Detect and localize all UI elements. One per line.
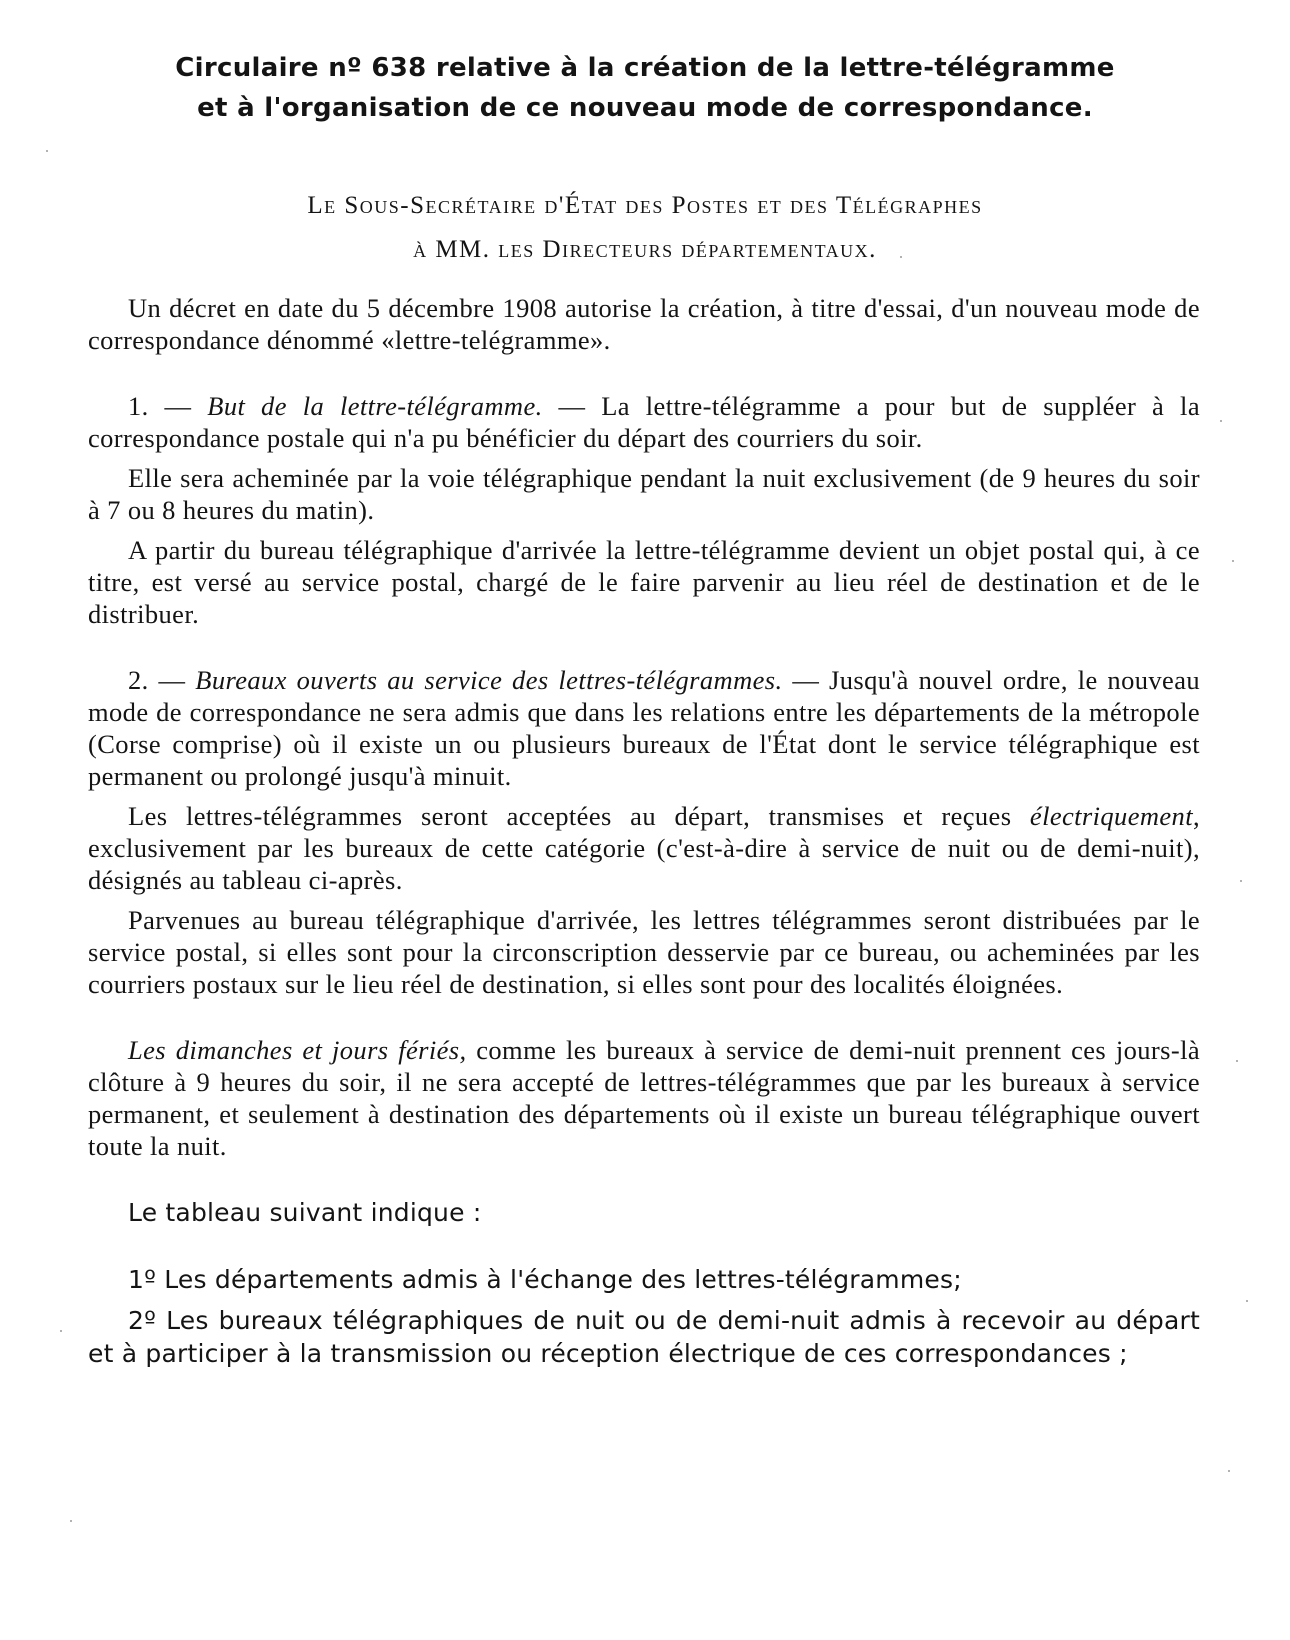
section-1-paragraph-3: A partir du bureau télégraphique d'arrivée la lettre-télégramme devient un objet postal qui, à ce titre, est versé au service postal, chargé de le faire parvenir au lieu réel de destination et de le distribuer. <box>88 535 1200 629</box>
section-2-text: — Jusqu'à nouvel ordre, le nouveau mode de correspondance ne sera admis que dans les relations entre les départements de la métropole (Corse comprise) où il existe un ou plusieurs bureaux de l'État dont le service télégraphique est permanent ou prolongé jusqu'à minuit. <box>88 665 1201 791</box>
section-1-paragraph <box>88 390 1200 454</box>
section-2-heading: Bureaux ouverts au service des lettres-télégrammes. <box>195 665 783 695</box>
sundays-italic: Les dimanches et jours fériés, <box>128 1035 467 1065</box>
sender-line-2: à MM. les Directeurs départementaux. <box>413 236 877 263</box>
section-2-number: 2. — <box>128 665 186 695</box>
scan-speck <box>70 1520 72 1522</box>
section-2-paragraph-3: Parvenues au bureau télégraphique d'arrivée, les lettres télégrammes seront distribuées par le service postal, si elles sont pour la circonscription desservie par ce bureau, ou acheminées par les courriers postaux sur le lieu réel de destination, si elles sont pour des localités éloignées. <box>88 905 1200 999</box>
sundays-paragraph <box>88 1034 1200 1162</box>
scan-speck <box>1220 420 1222 422</box>
section-1-heading: But de la lettre-télégramme. <box>207 391 543 421</box>
table-intro: Le tableau suivant indique : <box>128 1198 482 1227</box>
list-item-2: 2º Les bureaux télégraphiques de nuit ou de demi-nuit admis à recevoir au départ et à participer à la transmission ou réception électrique de ces correspondances ; <box>88 1306 1200 1368</box>
scan-speck <box>1246 1300 1248 1302</box>
section-2-p2-end: , exclusivement par les bureaux de cette catégorie (c'est-à-dire à service de nuit ou de demi-nuit), désignés au tableau ci-après. <box>88 801 1200 895</box>
scan-speck <box>1236 1060 1238 1062</box>
document-body <box>88 292 1200 1370</box>
section-1-number: 1. — <box>128 391 192 421</box>
section-1-text: — La lettre-télégramme a pour but de suppléer à la correspondance postale qui n'a pu bénéficier du départ des courriers du soir. <box>88 391 1200 453</box>
title-line-2: et à l'organisation de ce nouveau mode de correspondance. <box>197 93 1093 123</box>
section-2-p2-start: Les lettres-télégrammes seront acceptées au départ, transmises et reçues <box>128 801 1012 831</box>
circular-title <box>100 48 1190 128</box>
scan-speck <box>1232 560 1234 562</box>
sundays-text: comme les bureaux à service de demi-nuit prennent ces jours-là clôture à 9 heures du soir, il ne sera accepté de lettres-télégrammes que par les bureaux à service permanent, et seulement à destination des départements où il existe un bureau télégraphique ouvert toute la nuit. <box>88 1035 1201 1161</box>
section-2-paragraph-2 <box>88 800 1200 896</box>
section-1-paragraph-2: Elle sera acheminée par la voie télégraphique pendant la nuit exclusivement (de 9 heures du soir à 7 ou 8 heures du matin). <box>88 463 1200 525</box>
scan-speck <box>60 1330 62 1332</box>
scan-speck <box>1240 880 1242 882</box>
sender-heading <box>100 184 1190 272</box>
section-2-p2-italic: électriquement <box>1029 801 1193 831</box>
scan-speck <box>1228 1470 1230 1472</box>
scan-speck <box>900 256 902 258</box>
title-line-1: Circulaire nº 638 relative à la création de la lettre-télégramme <box>175 53 1115 83</box>
sender-line-1: Le Sous-Secrétaire d'État des Postes et des Télégraphes <box>307 192 983 219</box>
section-2-paragraph <box>88 664 1200 792</box>
intro-paragraph: Un décret en date du 5 décembre 1908 autorise la création, à titre d'essai, d'un nouveau mode de correspondance dénommé «lettre-telégramme». <box>88 293 1200 355</box>
scan-speck <box>46 150 48 152</box>
list-item-1: 1º Les départements admis à l'échange des lettres-télégrammes; <box>128 1265 962 1294</box>
